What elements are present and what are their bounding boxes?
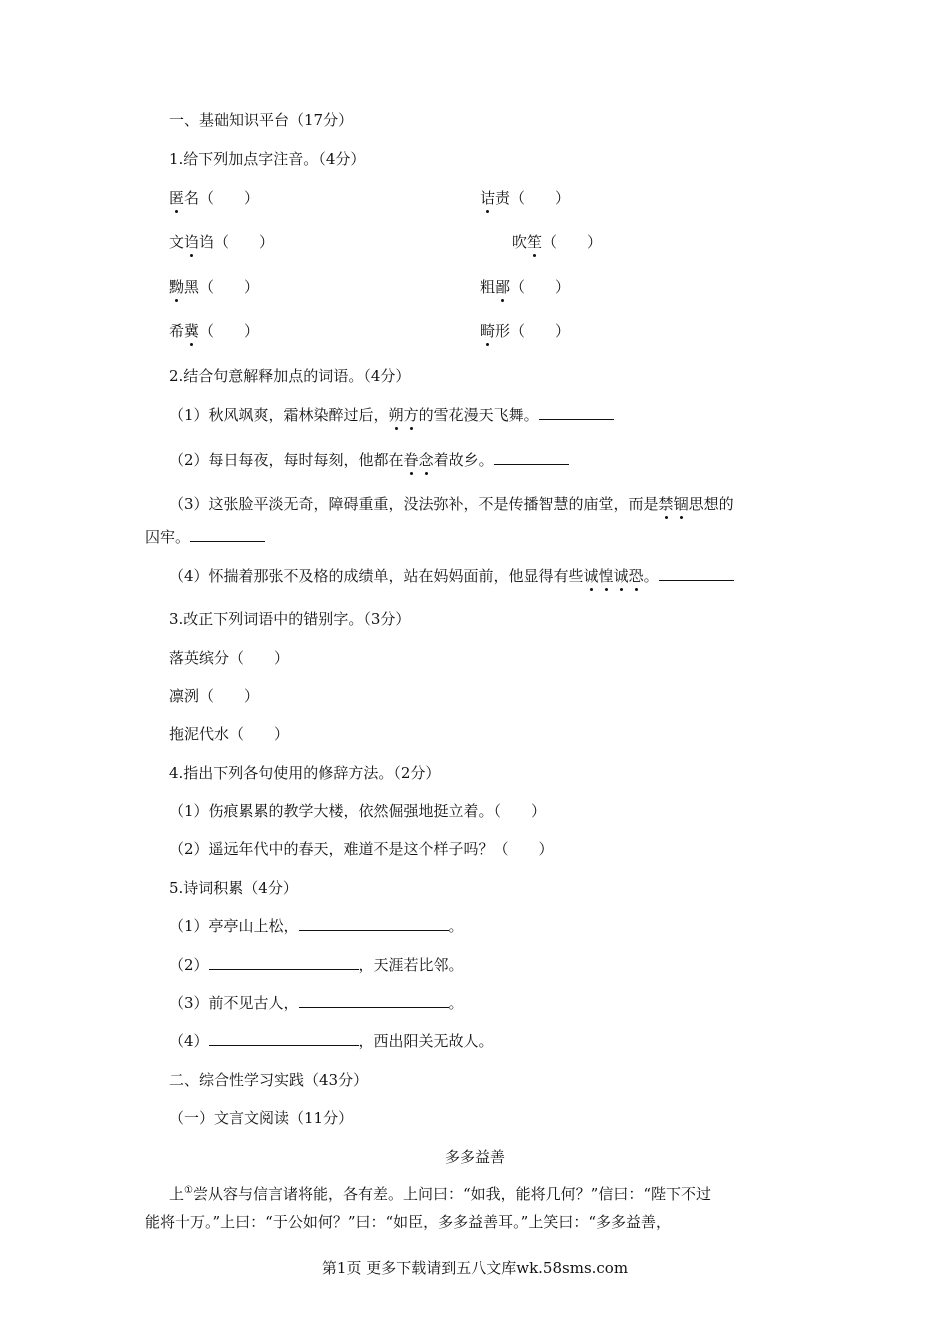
answer-blank[interactable] [299, 993, 449, 1008]
passage-line-1: 上①尝从容与信言诸将能，各有差。上问曰：“如我，能将几何？”信曰：“陛下不过 [169, 1185, 711, 1203]
answer-blank[interactable] [190, 527, 265, 542]
q5-title: 5.诗词积累（4分） [169, 879, 298, 897]
q2-sentence-2: （2）每日每夜，每时每刻，他都在眷念着故乡。 [169, 450, 569, 470]
answer-blank[interactable] [659, 566, 734, 581]
answer-blank[interactable] [209, 1031, 359, 1046]
pinyin-item: 粗鄙（ ） [480, 278, 571, 296]
q4-item: （1）伤痕累累的教学大楼，依然倔强地挺立着。（ ） [169, 802, 547, 820]
q2-sentence-4: （4）怀揣着那张不及格的成绩单，站在妈妈面前，他显得有些诚惶诚恐。 [169, 566, 734, 586]
poem-line-1: （1）亭亭山上松， 。 [169, 917, 464, 935]
page-footer: 第1页 更多下载请到五八文库wk.58sms.com [321, 1259, 629, 1277]
q2-sentence-1: （1）秋风飒爽，霜林染醉过后，朔方的雪花漫天飞舞。 [169, 405, 614, 425]
q4-title: 4.指出下列各句使用的修辞方法。（2分） [169, 764, 441, 782]
passage-title: 多多益善 [444, 1148, 505, 1166]
q1-title: 1.给下列加点字注音。（4分） [169, 150, 366, 168]
poem-line-4: （4） ，西出阳关无故人。 [169, 1032, 494, 1050]
poem-line-3: （3）前不见古人， 。 [169, 994, 464, 1012]
pinyin-item: 吹笙（ ） [512, 233, 603, 251]
q3-item: 落英缤分（ ） [169, 649, 290, 667]
pinyin-item: 希冀（ ） [169, 322, 260, 340]
q2-sentence-3-cont: 囚牢。 [145, 527, 265, 547]
pinyin-item: 诘责（ ） [480, 189, 571, 207]
pinyin-item: 黝黑（ ） [169, 278, 260, 296]
q3-item: 拖泥代水（ ） [169, 725, 290, 743]
poem-line-2: （2） ，天涯若比邻。 [169, 956, 464, 974]
pinyin-item: 畸形（ ） [480, 322, 571, 340]
q2-title: 2.结合句意解释加点的词语。（4分） [169, 367, 411, 385]
q4-item: （2）遥远年代中的春天，难道不是这个样子吗？（ ） [169, 840, 554, 858]
answer-blank[interactable] [494, 450, 569, 465]
section2-heading: 二、综合性学习实践（43分） [169, 1071, 369, 1089]
passage-line-2: 能将十万。”上曰：“于公如何？”曰：“如臣，多多益善耳。”上笑曰：“多多益善， [145, 1213, 672, 1231]
answer-blank[interactable] [209, 955, 359, 970]
section2-subheading: （一）文言文阅读（11分） [169, 1109, 354, 1127]
answer-blank[interactable] [539, 405, 614, 420]
pinyin-item: 文诌诌（ ） [169, 233, 275, 251]
section1-heading: 一、基础知识平台（17分） [169, 111, 354, 129]
answer-blank[interactable] [299, 916, 449, 931]
q3-title: 3.改正下列词语中的错别字。（3分） [169, 610, 411, 628]
q2-sentence-3: （3）这张脸平淡无奇，障碍重重，没法弥补，不是传播智慧的庙堂，而是禁锢思想的 [169, 495, 734, 513]
pinyin-item: 匿名（ ） [169, 189, 260, 207]
q3-item: 凛洌（ ） [169, 687, 260, 705]
footnote-mark: ① [184, 1185, 193, 1196]
